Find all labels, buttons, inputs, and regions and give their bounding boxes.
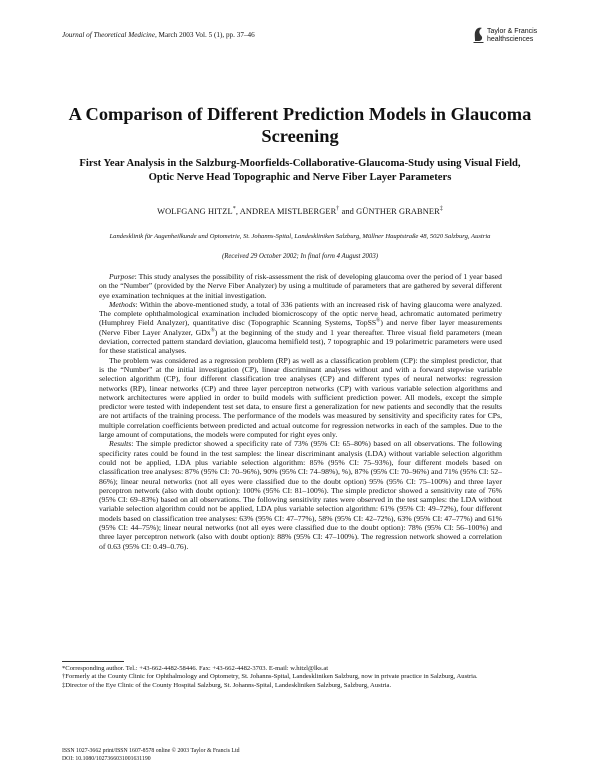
section-label: Results [109, 439, 132, 449]
registered-mark: ® [376, 317, 381, 324]
publisher-logo-icon [472, 26, 485, 43]
section-text: ) and nerve fiber layer measurements (Nerve Fiber Layer Analyzer, GDx [99, 318, 502, 337]
author-separator: and [339, 206, 357, 216]
registered-mark: ® [210, 327, 215, 334]
affiliation: Landesklinik für Augenheilkunde und Optometrie, St. Johanns-Spital, Landeskliniken Salzburg, Müllner Hauptstraße 48, 5020 Salzburg, Austria [109, 233, 491, 240]
footnote-corresponding: *Corresponding author. Tel.: +43-662-4482-58446. Fax: +43-662-4482-3703. E-mail: w.hitzl@lks.at [62, 665, 329, 672]
footnote-formerly: †Formerly at the County Clinic for Ophthalmology and Optometry, St. Johanns-Spital, Landeskliniken Salzburg, now in private practice in Salzburg, Austria. [62, 673, 478, 681]
footnotes [62, 665, 540, 690]
abstract [99, 272, 502, 551]
author-mark: * [232, 206, 236, 212]
section-text: : Within the above-mentioned study, a total of 336 patients with an increased risk of having glaucoma were analyzed. The complete ophthalmological examination included biomicroscopy of the optic nerve head, achromatic automated perimetry (Humphrey Field Analyzer), quantitative disc (Topographic Scanning Systems, TopSS [99, 299, 502, 328]
section-text: : The simple predictor showed a specificity rate of 73% (95% CI: 65–80%) based on all observations. The following specificity rates could be found in the test samples: the linear discriminant analysis (LDA) without variable selection algorithm could not be applied, LDA plus variable selection algorithm: 85% (95% CI: 75–93%), four different models based on classification tree analyses: 87% (95% CI: 70–96%), 90% (95% CI: 74–98%), %), 87% (95% CI: 70–96%) and 71% (95% CI: 52–86%); linear neural networks (not all eyes were classified due to the doubt option) 95% (95% CI: 75–100%) and three layer perceptron network (also with doubt option): 100% (95% CI: 81–100%). The simple predictor showed a sensitivity rate of 76% (95% CI: 69–83%) based on all observations. The following sensitivity rates were observed in the test samples: the LDA without variable selection algorithm could not be applied, LDA plus variable selection algorithm: 61% (95% CI: 49–72%), four different models based on classification tree analyses: 63% (95% CI: 47–77%), 58% (95% CI: 42–72%), 63% (95% CI: 47–77%) and 61% (95% CI: 44–75%); linear neural networks (not all eyes were classified due to the doubt option): 78% (95% CI: 56–100%) and three layer perceptron network (also with doubt option): 88% (95% CI: 47–100%). The regression network showed a correlation of 0.63 (95% CI: 0.49–0.76). [99, 439, 502, 551]
author-name: ANDREA MISTLBERGER [239, 206, 337, 216]
section-text: ) at the beginning of the study and 1 year thereafter. Three visual field parameters (mean deviation, corrected pattern standard deviation, glaucoma hemifield test), 7 topographic and 19 polarimetric parameters were used for these statistical analyses. [99, 327, 502, 356]
abstract-results [99, 439, 502, 551]
author-mark: † [336, 206, 340, 212]
abstract-purpose [99, 272, 502, 300]
journal-citation [62, 31, 462, 39]
imprint [62, 747, 362, 763]
article-title: A Comparison of Different Prediction Models in Glaucoma Screening [68, 104, 532, 146]
journal-issue: , March 2003 Vol. 5 (1), pp. 37–46 [154, 31, 255, 39]
section-label: Purpose [109, 272, 135, 281]
author-name: WOLFGANG HITZL [157, 206, 233, 216]
doi-line: DOI: 10.1080/1027366031001631190 [62, 756, 151, 762]
received-dates: (Received 29 October 2002; In final form 4 August 2003) [222, 253, 378, 260]
publisher-logo [472, 26, 552, 50]
section-text: : This study analyses the possibility of risk-assessment the risk of developing glaucoma over the period of 1 year based on the “Number” (provided by the Nerve Fiber Analyzer) by using a multitude of parameters that are gathered by several different eye examination techniques at the initial investigation. [99, 272, 502, 300]
footnote-divider [62, 661, 124, 662]
author-mark: ‡ [439, 206, 443, 212]
author-name: GÜNTHER GRABNER [356, 206, 440, 216]
abstract-methods-continued: The problem was considered as a regression problem (RP) as well as a classification problem (CP): the simplest predictor, that is the “Number” at the initial investigation (CP), linear discriminant analyses without and with a forward stepwise variable selection algorithm (CP), four different classification tree analyses (CP) and different types of neural networks: regression networks (RP), linear networks (CP) and three layer perceptron networks (CP) with various variable selection algorithms and network architectures were applied in order to build models with sufficient prediction power. All models, except the simple predictor were tested with independent test set data, to ensure first a generalization for new patients and secondly that the results are not artifacts of the training process. The performance of the models was measured by sensitivity and specificity rates for CPs, multiple correlation coefficients between predicted and actual outcome for regression networks in each of the samples. Due to the large amount of computations, the models were computed for right eyes only. [99, 355, 502, 440]
issn-line: ISSN 1027-3662 print/ISSN 1607-8578 online © 2003 Taylor & Francis Ltd [62, 748, 240, 754]
author-list [60, 206, 540, 216]
article-subtitle: First Year Analysis in the Salzburg-Moorfields-Collaborative-Glaucoma-Study using Visual Field, Optic Nerve Head Topographic and Nerve Fiber Layer Parameters [79, 158, 521, 183]
publisher-division: healthsciences [487, 36, 534, 43]
footnote-director: ‡Director of the Eye Clinic of the County Hospital Salzburg, St. Johanns-Spital, Landeskliniken Salzburg, Salzburg, Austria. [62, 681, 392, 689]
publisher-name: Taylor & Francis [487, 28, 538, 35]
section-label: Methods [109, 299, 136, 309]
author-separator: , [235, 206, 240, 216]
abstract-methods [99, 300, 502, 356]
journal-name: Journal of Theoretical Medicine [62, 31, 155, 39]
